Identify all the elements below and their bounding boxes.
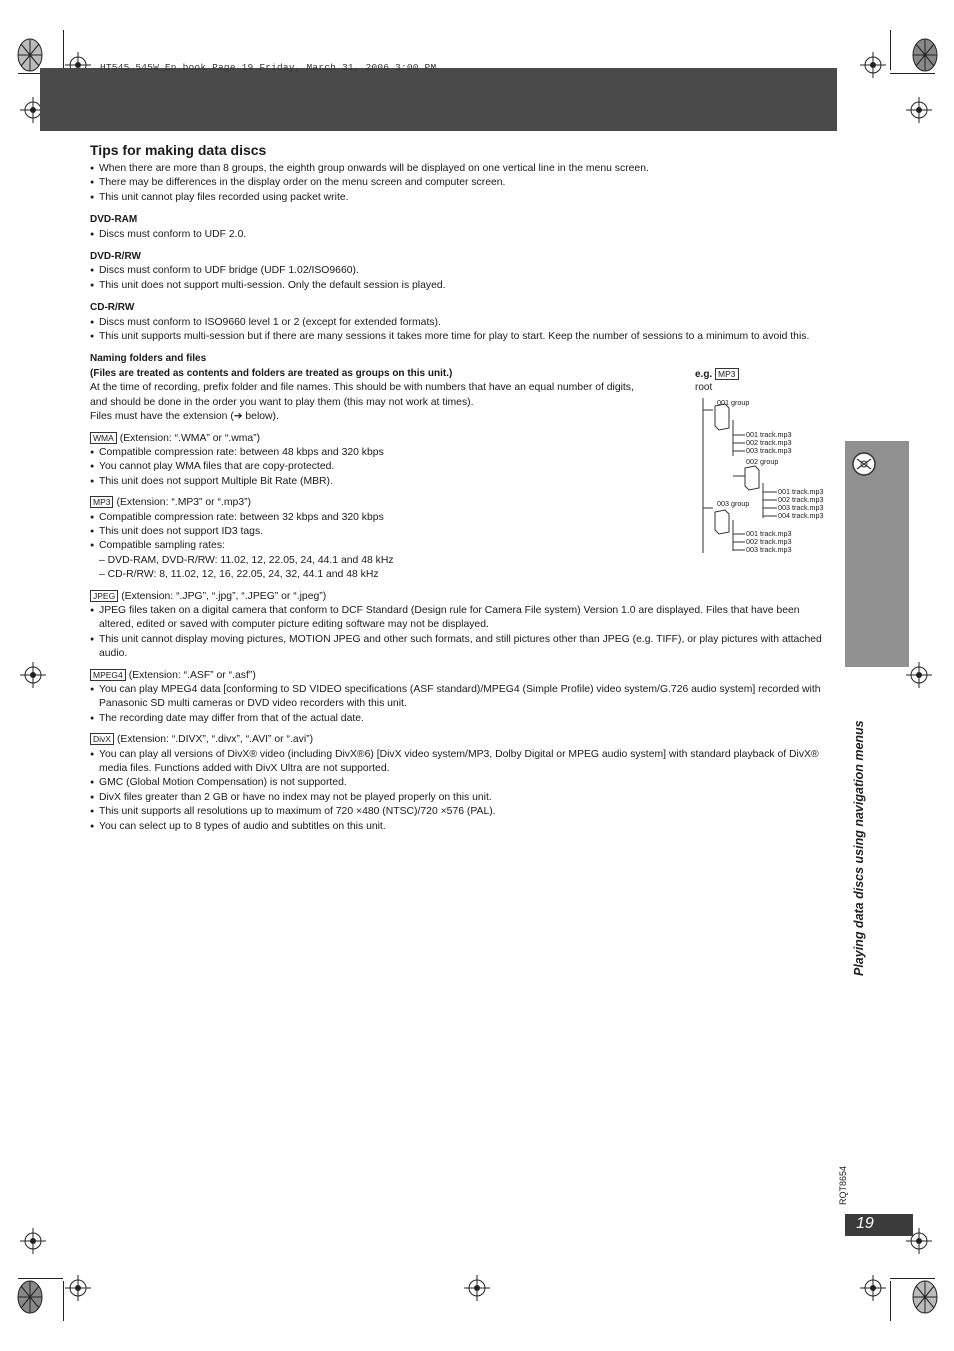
group-label: 003 group bbox=[717, 499, 750, 508]
color-rosette-icon bbox=[912, 1280, 938, 1314]
track-label: 001 track.mp3 bbox=[778, 487, 824, 496]
format-tag-jpeg: JPEG bbox=[90, 590, 118, 602]
registration-mark-icon bbox=[20, 662, 46, 688]
doc-number: RQT8654 bbox=[838, 1165, 848, 1205]
registration-mark-icon bbox=[20, 1228, 46, 1254]
crop-mark bbox=[63, 1281, 64, 1321]
crop-mark bbox=[890, 1278, 935, 1279]
side-tab-label: Playing data discs using navigation menus bbox=[852, 720, 866, 976]
track-label: 001 track.mp3 bbox=[746, 430, 792, 439]
disc-icon bbox=[851, 451, 877, 477]
list-item: ● Compatible compression rate: between 48 kbps and 320 kbps bbox=[90, 446, 830, 460]
registration-mark-icon bbox=[860, 1275, 886, 1301]
track-label: 003 track.mp3 bbox=[746, 545, 792, 554]
list-item: ● Compatible sampling rates: bbox=[90, 539, 830, 553]
format-tag-wma: WMA bbox=[90, 432, 117, 444]
color-rosette-icon bbox=[17, 38, 43, 72]
list-item: ● This unit does not support Multiple Bit Rate (MBR). bbox=[90, 475, 830, 489]
group-label: 002 group bbox=[746, 457, 779, 466]
subheading-dvd-r-rw: DVD-R/RW bbox=[90, 251, 141, 263]
track-label: 004 track.mp3 bbox=[778, 511, 824, 520]
registration-mark-icon bbox=[860, 52, 886, 78]
format-tag-mp3: MP3 bbox=[715, 368, 738, 380]
subheading-dvd-ram: DVD-RAM bbox=[90, 214, 138, 226]
list-item: ● You can play all versions of DivX® video (including DivX®6) [DivX video system/MP3, Dolby Digital or MPEG audio system] with standard playback of DivX® media files. Functions added with DivX Ultra are not supported. bbox=[90, 748, 830, 777]
list-item: ● You can select up to 8 types of audio and subtitles on this unit. bbox=[90, 820, 830, 834]
list-item: ● There may be differences in the display order on the menu screen and computer screen. bbox=[90, 176, 830, 190]
crop-mark bbox=[63, 30, 64, 70]
crop-mark bbox=[890, 1281, 891, 1321]
track-label: 003 track.mp3 bbox=[746, 446, 792, 455]
list-subitem: – CD-R/RW: 8, 11.02, 12, 16, 22.05, 24, 32, 44.1 and 48 kHz bbox=[99, 569, 379, 581]
track-label: 003 track.mp3 bbox=[778, 503, 824, 512]
list-item: ● JPEG files taken on a digital camera that conform to DCF Standard (Design rule for Camera File system) Version 1.0 are displayed. Files that have been altered, edited or saved with computer picture editing software may not be displayed. bbox=[90, 604, 830, 633]
naming-paragraph: At the time of recording, prefix folder and file names. This should be with numbers that have an equal number of digits, and should be done in the order you want to play them (this may not work at times). bbox=[90, 382, 634, 408]
list-item: ● Discs must conform to UDF 2.0. bbox=[90, 228, 830, 242]
list-item: ● This unit cannot play files recorded using packet write. bbox=[90, 191, 830, 205]
list-item: ● When there are more than 8 groups, the eighth group onwards will be displayed on one vertical line in the menu screen. bbox=[90, 162, 830, 176]
list-item: ● This unit supports all resolutions up to maximum of 720 ×480 (NTSC)/720 ×576 (PAL). bbox=[90, 805, 830, 819]
list-item: ● Discs must conform to UDF bridge (UDF 1.02/ISO9660). bbox=[90, 264, 830, 278]
naming-subheading: (Files are treated as contents and folders are treated as groups on this unit.) bbox=[90, 367, 453, 379]
list-item: ● DivX files greater than 2 GB or have no index may not be played properly on this unit. bbox=[90, 791, 830, 805]
list-item: ● This unit does not support multi-session. Only the default session is played. bbox=[90, 279, 830, 293]
naming-extension-note: Files must have the extension (➔ below). bbox=[90, 411, 279, 423]
format-tag-divx: DivX bbox=[90, 733, 114, 745]
header-band bbox=[40, 68, 837, 131]
registration-mark-icon bbox=[65, 1275, 91, 1301]
section-title: Tips for making data discs bbox=[90, 142, 267, 158]
track-label: 002 track.mp3 bbox=[746, 537, 792, 546]
list-item: ● This unit cannot display moving pictures, MOTION JPEG and other such formats, and still pictures other than JPEG (e.g. TIFF), or play pictures with attached audio. bbox=[90, 633, 830, 662]
track-label: 002 track.mp3 bbox=[778, 495, 824, 504]
list-item: ● Discs must conform to ISO9660 level 1 or 2 (except for extended formats). bbox=[90, 316, 830, 330]
group-label: 001 group bbox=[717, 398, 750, 407]
list-item: ● You can play MPEG4 data [conforming to SD VIDEO specifications (ASF standard)/MPEG4 (Simple Profile) video system/G.726 audio system] recorded with Panasonic SD multi cameras or DVD video recorders with this unit. bbox=[90, 683, 830, 712]
extension-text: (Extension: “.WMA” or “.wma”) bbox=[119, 432, 261, 444]
registration-mark-icon bbox=[906, 662, 932, 688]
format-tag-mp3: MP3 bbox=[90, 496, 113, 508]
registration-mark-icon bbox=[464, 1275, 490, 1301]
crop-mark bbox=[890, 30, 891, 70]
track-label: 001 track.mp3 bbox=[746, 529, 792, 538]
extension-text: (Extension: “.ASF” or “.asf”) bbox=[128, 669, 256, 681]
list-subitem: – DVD-RAM, DVD-R/RW: 11.02, 12, 22.05, 24, 44.1 and 48 kHz bbox=[99, 554, 394, 566]
registration-mark-icon bbox=[906, 97, 932, 123]
naming-heading: Naming folders and files bbox=[90, 353, 207, 365]
track-label: 002 track.mp3 bbox=[746, 438, 792, 447]
page-number: 19 bbox=[856, 1215, 874, 1232]
format-tag-mpeg4: MPEG4 bbox=[90, 669, 126, 681]
list-item: ● GMC (Global Motion Compensation) is not supported. bbox=[90, 776, 830, 790]
crop-mark bbox=[890, 73, 935, 74]
naming-section bbox=[90, 352, 650, 424]
list-item: ● The recording date may differ from that of the actual date. bbox=[90, 712, 830, 726]
list-item: ● This unit does not support ID3 tags. bbox=[90, 525, 830, 539]
crop-mark bbox=[18, 1278, 63, 1279]
side-tab bbox=[845, 441, 909, 667]
list-item: ● You cannot play WMA files that are copy-protected. bbox=[90, 460, 830, 474]
list-item: ● This unit supports multi-session but if there are many sessions it takes more time for play to start. Keep the number of sessions to a minimum to avoid this. bbox=[90, 330, 830, 344]
extension-text: (Extension: “.MP3” or “.mp3”) bbox=[116, 497, 252, 509]
example-label: e.g. MP3 bbox=[695, 368, 742, 380]
extension-text: (Extension: “.JPG”, “.jpg”, “.JPEG” or “.jpeg”) bbox=[121, 590, 327, 602]
book-info-line: HT545_545W_En.book Page 19 Friday, March 31, 2006 3:00 PM bbox=[100, 62, 437, 73]
root-label: root bbox=[695, 382, 713, 393]
list-item: ● Compatible compression rate: between 32 kbps and 320 kbps bbox=[90, 511, 830, 525]
subheading-cd-r-rw: CD-R/RW bbox=[90, 302, 135, 314]
color-rosette-icon bbox=[912, 38, 938, 72]
extension-text: (Extension: “.DIVX”, “.divx”, “.AVI” or “.avi”) bbox=[116, 734, 314, 746]
folder-tree-example bbox=[695, 368, 835, 568]
color-rosette-icon bbox=[17, 1280, 43, 1314]
